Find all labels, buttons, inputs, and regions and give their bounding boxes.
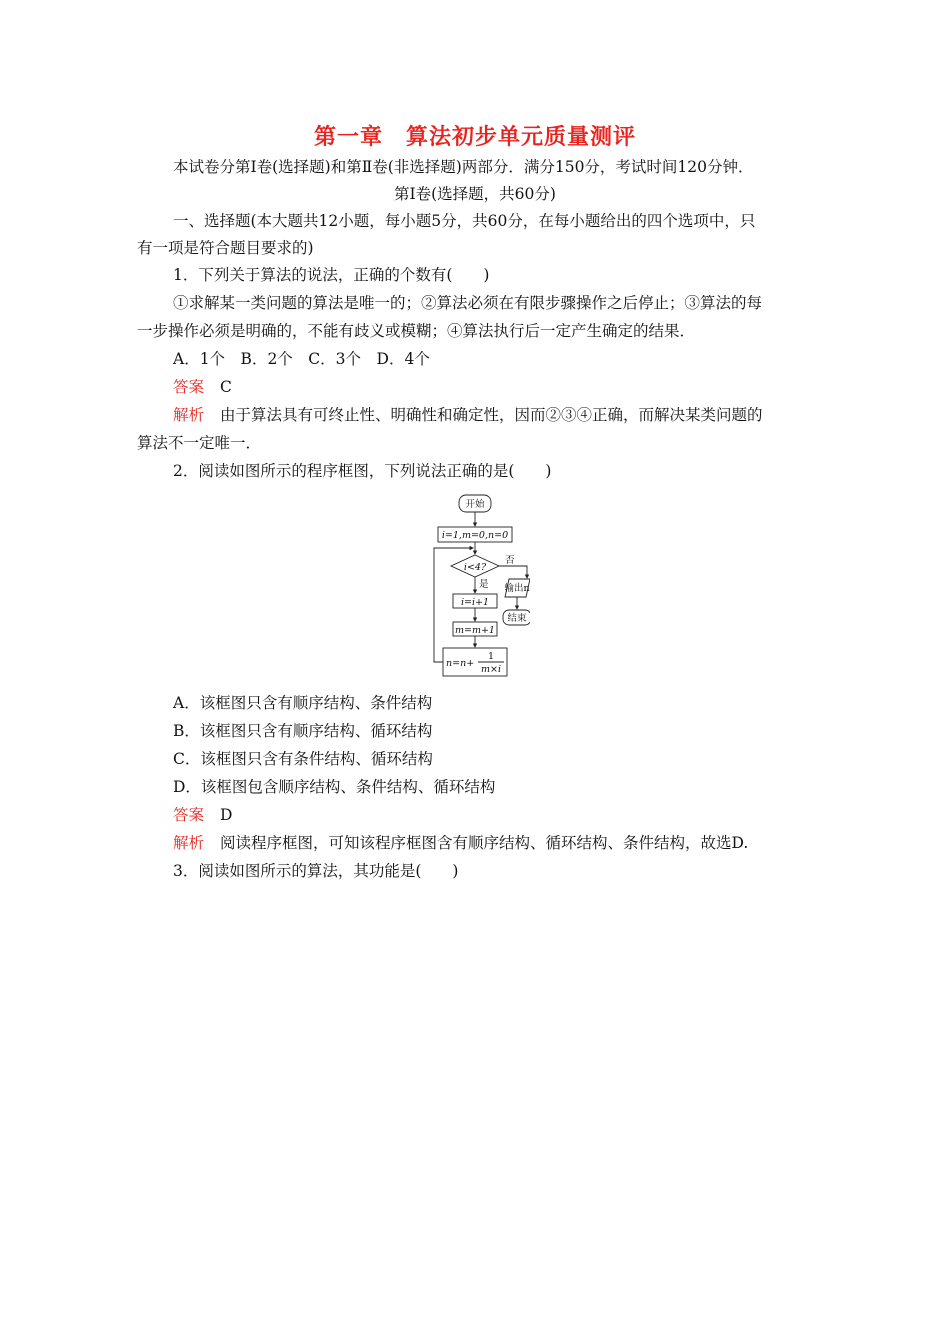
q3-stem: 3．阅读如图所示的算法，其功能是( ) xyxy=(173,862,459,880)
section-intro-line-2: 有一项是符合题目要求的) xyxy=(137,239,314,257)
q2-stem: 2．阅读如图所示的程序框图，下列说法正确的是( ) xyxy=(173,462,552,480)
q1-analysis-label: 解析 xyxy=(173,406,205,424)
q1-statements-line-2: 一步操作必须是明确的，不能有歧义或模糊；④算法执行后一定产生确定的结果． xyxy=(137,322,696,340)
flow-start-label: 开始 xyxy=(465,499,485,510)
q2-answer-label: 答案 xyxy=(173,806,205,824)
q1-stem: 1．下列关于算法的说法，正确的个数有( ) xyxy=(173,266,490,284)
flow-yes-label: 是 xyxy=(479,579,489,590)
flow-end-label: 结束 xyxy=(507,613,527,624)
q2-analysis xyxy=(173,832,863,854)
q1-answer xyxy=(173,376,863,398)
flow-decision-label: i<4? xyxy=(463,562,487,573)
q2-analysis-text: 阅读程序框图，可知该程序框图含有顺序结构、循环结构、条件结构，故选D. xyxy=(220,834,749,852)
q2-option-d: D．该框图包含顺序结构、条件结构、循环结构 xyxy=(173,778,496,796)
page-title: 第一章 算法初步单元质量测评 xyxy=(313,125,636,150)
exam-intro: 本试卷分第Ⅰ卷(选择题)和第Ⅱ卷(非选择题)两部分．满分150分，考试时间120分钟． xyxy=(173,158,754,176)
q2-answer-value: D xyxy=(220,806,233,824)
q2-flowchart xyxy=(429,490,530,684)
q2-analysis-label: 解析 xyxy=(173,834,205,852)
section-intro-line-1: 一、选择题(本大题共12小题，每小题5分，共60分，在每小题给出的四个选项中，只 xyxy=(173,212,756,230)
q1-answer-value: C xyxy=(220,378,232,396)
q1-analysis-line-2: 算法不一定唯一． xyxy=(137,434,262,452)
q1-analysis-text-1: 由于算法具有可终止性、明确性和确定性，因而②③④正确，而解决某类问题的 xyxy=(220,406,763,424)
flow-step1-label: i=i+1 xyxy=(460,597,490,608)
q1-analysis-line-1 xyxy=(173,404,863,426)
q2-option-b: B．该框图只含有顺序结构、循环结构 xyxy=(173,722,433,740)
q1-options: A．1个 B．2个 C．3个 D．4个 xyxy=(173,350,430,368)
q2-option-a: A．该框图只含有顺序结构、条件结构 xyxy=(173,694,433,712)
flow-step3-numerator: 1 xyxy=(487,651,495,662)
flow-no-label: 否 xyxy=(505,555,515,566)
flow-step3-denominator: m×i xyxy=(480,664,502,675)
flow-step2-label: m=m+1 xyxy=(455,625,495,636)
q1-statements-line-1: ①求解某一类问题的算法是唯一的；②算法必须在有限步骤操作之后停止；③算法的每 xyxy=(173,294,763,312)
q2-answer xyxy=(173,804,863,826)
flow-init-label: i=1,m=0,n=0 xyxy=(441,530,509,541)
q1-answer-label: 答案 xyxy=(173,378,205,396)
flow-output-label: 输出n xyxy=(504,583,530,594)
part1-heading: 第Ⅰ卷(选择题，共60分) xyxy=(394,185,556,203)
flow-step3-lhs: n=n+ xyxy=(446,658,475,669)
q2-option-c: C．该框图只含有条件结构、循环结构 xyxy=(173,750,433,768)
